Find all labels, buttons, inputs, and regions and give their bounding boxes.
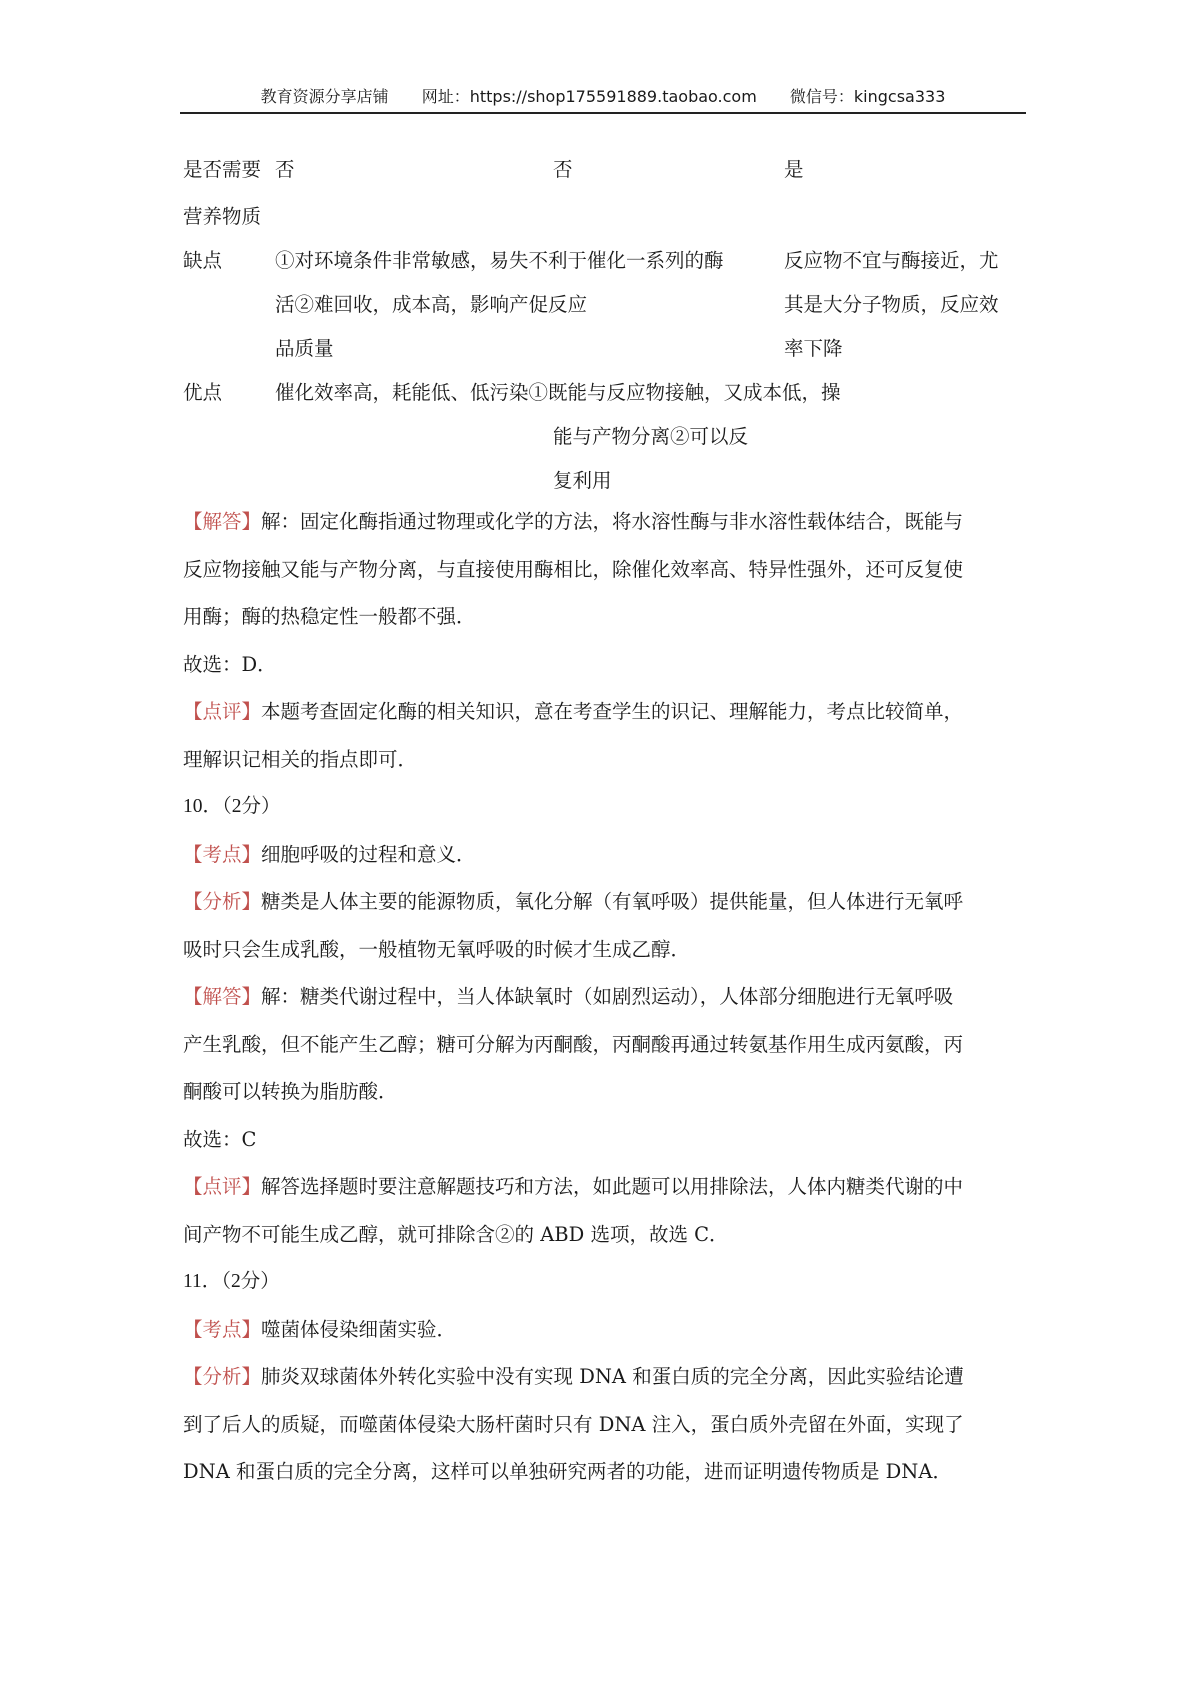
analysis-tag: 【分析】	[183, 890, 262, 913]
q9-answer: 【解答】解：固定化酶指通过物理或化学的方法，将水溶性酶与非水溶性载体结合，既能与	[183, 510, 964, 533]
table-cell: 复利用	[553, 469, 612, 492]
comment-tag: 【点评】	[183, 1175, 262, 1198]
table-cell: 反应物不宜与酶接近，尤	[784, 249, 999, 272]
q10-comment-line: 间产物不可能生成乙醇，就可排除含②的 ABD 选项，故选 C．	[183, 1222, 729, 1246]
q11-analysis-line: DNA 和蛋白质的完全分离，这样可以单独研究两者的功能，进而证明遗传物质是 DNA．	[183, 1460, 952, 1483]
q11-section	[183, 1258, 1029, 1496]
q9-choice: 故选：D．	[183, 652, 277, 676]
q10-section	[183, 783, 1029, 1258]
table-row-cons	[183, 237, 1029, 281]
q11-analysis-line: 到了后人的质疑，而噬菌体侵染大肠杆菌时只有 DNA 注入，蛋白质外壳留在外面，实现了	[183, 1412, 964, 1436]
q10-point: 【考点】细胞呼吸的过程和意义．	[183, 842, 476, 866]
header-wechat: 微信号：kingcsa333	[789, 87, 946, 106]
header-url[interactable]: 网址：https://shop175591889.taobao.com	[421, 87, 757, 106]
table-row-nutrient-cont	[183, 193, 1029, 237]
q9-answer-line: 用酶；酶的热稳定性一般都不强．	[183, 605, 476, 628]
q10-analysis-line: 吸时只会生成乳酸，一般植物无氧呼吸的时候才生成乙醇．	[183, 937, 691, 961]
table-cell: 其是大分子物质，反应效	[784, 293, 999, 316]
table-row-cons-3	[183, 325, 1029, 369]
q11-title: 11．（2分）	[183, 1271, 280, 1292]
q10-choice: 故选：C	[183, 1127, 257, 1151]
header-shop-name: 教育资源分享店铺	[260, 87, 389, 106]
q9-answer-line: 反应物接触又能与产物分离，与直接使用酶相比，除催化效率高、特异性强外，还可反复使	[183, 557, 964, 581]
table-row-pros-2	[183, 413, 1029, 457]
table-label: 是否需要	[183, 158, 262, 181]
table-row-pros-3	[183, 457, 1029, 501]
table-cell: 否	[553, 158, 573, 181]
table-cell: 能与产物分离②可以反	[553, 425, 749, 448]
q9-section	[183, 498, 1029, 783]
table-label: 营养物质	[183, 205, 262, 228]
document-body	[183, 146, 1029, 1496]
table-row-cons-2	[183, 281, 1029, 325]
q10-answer-line: 产生乳酸，但不能产生乙醇；糖可分解为丙酮酸，丙酮酸再通过转氨基作用生成丙氨酸，丙	[183, 1032, 964, 1056]
table-label: 优点	[183, 381, 223, 404]
q10-answer-line: 酮酸可以转换为脂肪酸．	[183, 1080, 398, 1103]
table-row-pros	[183, 369, 1029, 413]
table-label: 缺点	[183, 249, 223, 272]
table-cell: 品质量	[275, 337, 334, 360]
q10-analysis: 【分析】糖类是人体主要的能源物质，氧化分解（有氧呼吸）提供能量，但人体进行无氧呼	[183, 890, 964, 913]
comparison-table	[183, 146, 1029, 501]
point-tag: 【考点】	[183, 1317, 262, 1341]
table-cell: 是	[784, 158, 804, 181]
table-cell: 否	[275, 158, 295, 181]
table-cell: 率下降	[784, 337, 843, 360]
analysis-tag: 【分析】	[183, 1365, 262, 1388]
answer-tag: 【解答】	[183, 510, 262, 533]
q10-answer: 【解答】解：糖类代谢过程中，当人体缺氧时（如剧烈运动），人体部分细胞进行无氧呼吸	[183, 985, 954, 1008]
point-tag: 【考点】	[183, 842, 262, 866]
header-divider	[180, 112, 1026, 114]
q10-title: 10．（2分）	[183, 796, 281, 817]
page-header	[180, 84, 1026, 110]
table-cell: ①对环境条件非常敏感，易失不利于催化一系列的酶	[275, 249, 724, 272]
q11-point: 【考点】噬菌体侵染细菌实验．	[183, 1317, 457, 1341]
table-cell: 催化效率高，耗能低、低污染①既能与反应物接触，又成本低，操	[275, 381, 841, 404]
answer-tag: 【解答】	[183, 985, 262, 1008]
q9-comment-line: 理解识记相关的指点即可．	[183, 747, 418, 771]
q11-analysis: 【分析】肺炎双球菌体外转化实验中没有实现 DNA 和蛋白质的完全分离，因此实验结论遭	[183, 1365, 964, 1388]
q10-comment: 【点评】解答选择题时要注意解题技巧和方法，如此题可以用排除法，人体内糖类代谢的中	[183, 1175, 964, 1198]
table-row-nutrient	[183, 146, 1029, 193]
comment-tag: 【点评】	[183, 700, 262, 723]
q9-comment: 【点评】本题考查固定化酶的相关知识，意在考查学生的识记、理解能力，考点比较简单，	[183, 700, 964, 723]
table-cell: 活②难回收，成本高，影响产促反应	[275, 293, 588, 316]
